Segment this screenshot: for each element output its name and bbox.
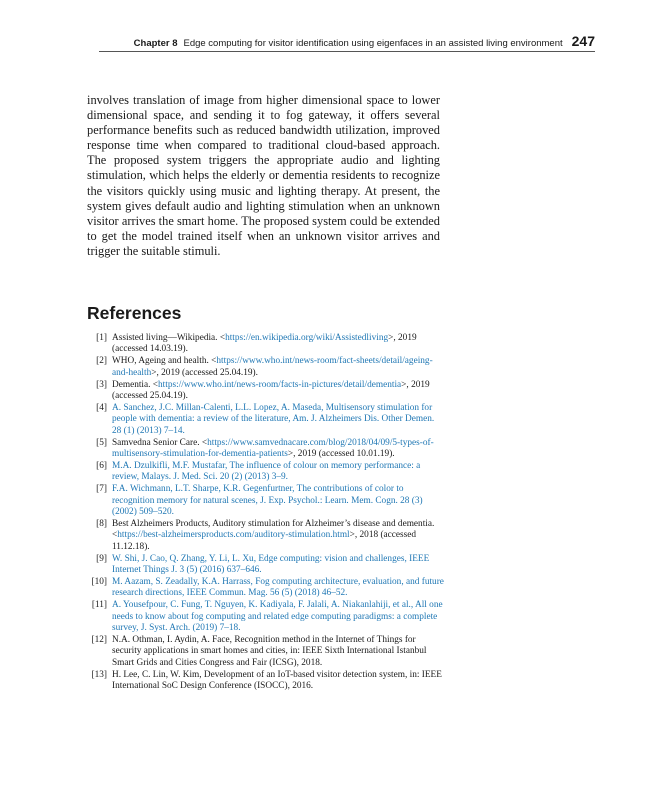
page-number: 247 xyxy=(571,33,595,49)
header-rule xyxy=(99,51,595,52)
body-paragraph: involves translation of image from higher dimensional space to lower dimensional space, and sending it to fog gateway, it offers several performance benefits such as reduced bandwidth utilization, improved response time when compared to traditional cloud-based approach. The proposed system triggers the appropriate audio and lighting stimulation, which helps the elderly or dementia residents to recognize the visitors quickly using music and lighting therapy. At present, the system gives default audio and lighting stimulation when an unknown visitor arrives the smart home. The proposed system could be extended to get the model trained itself when an unknown visitor arrives and trigger the suitable stimuli. xyxy=(87,93,440,258)
reference-pre: N.A. Othman, I. Aydin, A. Face, Recognition method in the Internet of Things for security applications in smart homes and cities, in: IEEE Sixth International Istanbul Smart Grids and Cities Congress and Fair (ICSG), 2018. xyxy=(112,635,427,668)
reference-post: >, 2019 (accessed 10.01.19). xyxy=(287,449,395,460)
reference-link[interactable]: M.A. Dzulkifli, M.F. Mustafar, The influence of colour on memory performance: a review, Malays. J. Med. Sci. 20 (2) (2013) 3–9. xyxy=(112,460,421,483)
chapter-title: Edge computing for visitor identification using eigenfaces in an assisted living environment xyxy=(183,38,563,49)
reference-link[interactable]: A. Yousefpour, C. Fung, T. Nguyen, K. Kadiyala, F. Jalali, A. Niakanlahiji, et al., All one needs to know about fog computing and related edge computing paradigms: a complete survey, J. Syst. Arch. (2019) 7–18. xyxy=(112,600,443,634)
reference-item xyxy=(87,356,445,379)
reference-item xyxy=(87,484,445,518)
references-heading: References xyxy=(87,303,182,323)
reference-number: [4] xyxy=(96,402,107,413)
reference-link[interactable]: https://en.wikipedia.org/wiki/Assistedliving xyxy=(225,333,389,343)
reference-number: [9] xyxy=(96,553,107,564)
reference-link[interactable]: W. Shi, J. Cao, Q. Zhang, Y. Li, L. Xu, Edge computing: vision and challenges, IEEE Internet Things J. 3 (5) (2016) 637–646. xyxy=(112,553,430,576)
reference-text xyxy=(112,670,445,693)
reference-post: >, 2019 (accessed 25.04.19). xyxy=(151,367,258,378)
reference-number: [7] xyxy=(96,484,107,495)
reference-text xyxy=(112,635,445,669)
reference-post: >, 2019 (accessed 14.03.19). xyxy=(112,333,417,355)
reference-text xyxy=(112,554,445,577)
reference-number: [3] xyxy=(96,379,107,390)
reference-item xyxy=(87,577,445,600)
reference-link[interactable]: F.A. Wichmann, L.T. Sharpe, K.R. Gegenfurtner, The contributions of color to recognition memory for natural scenes, J. Exp. Psychol.: Learn. Mem. Cogn. 28 (3) (2002) 509–520. xyxy=(112,484,423,518)
reference-text xyxy=(112,519,445,553)
reference-number: [2] xyxy=(96,356,107,367)
reference-number: [8] xyxy=(96,519,107,529)
reference-text xyxy=(112,484,445,518)
reference-link[interactable]: M. Aazam, S. Zeadally, K.A. Harrass, Fog computing architecture, evaluation, and future research directions, IEEE Commun. Mag. 56 (5) (2018) 46–52. xyxy=(112,577,444,599)
reference-item xyxy=(87,438,445,461)
reference-post: >, 2019 (accessed 25.04.19). xyxy=(112,379,430,402)
reference-text xyxy=(112,356,445,379)
reference-item xyxy=(87,600,445,634)
reference-number: [12] xyxy=(91,635,107,646)
reference-post: >, 2018 (accessed 11.12.18). xyxy=(112,530,417,552)
reference-item xyxy=(87,519,445,553)
reference-number: [13] xyxy=(91,669,107,680)
reference-item xyxy=(87,635,445,669)
reference-pre: Samvedna Senior Care. < xyxy=(112,437,208,448)
running-header xyxy=(101,33,595,49)
reference-text xyxy=(112,577,445,600)
reference-number: [11] xyxy=(91,600,107,611)
references-list xyxy=(87,333,445,693)
reference-pre: WHO, Ageing and health. < xyxy=(112,356,217,367)
reference-number: [6] xyxy=(96,460,107,471)
reference-link[interactable]: https://best-alzheimersproducts.com/auditory-stimulation.html xyxy=(117,530,350,541)
reference-item xyxy=(87,461,445,484)
reference-pre: Assisted living—Wikipedia. < xyxy=(112,333,226,343)
reference-text xyxy=(112,600,445,634)
reference-item xyxy=(87,380,445,403)
reference-item xyxy=(87,670,445,693)
reference-link[interactable]: https://www.who.int/news-room/fact-sheets/detail/ageing-and-health xyxy=(112,356,433,378)
reference-link[interactable]: A. Sanchez, J.C. Millan-Calenti, L.L. Lopez, A. Maseda, Multisensory stimulation for people with dementia: a review of the literature, Am. J. Alzheimers Dis. Other Demen. 28 (1) (2013) 7–14. xyxy=(112,402,435,436)
reference-number: [1] xyxy=(96,333,107,343)
reference-text xyxy=(112,380,445,403)
reference-text xyxy=(112,461,445,484)
reference-text xyxy=(112,403,445,437)
reference-pre: Best Alzheimers Products, Auditory stimulation for Alzheimer’s disease and dementia. < xyxy=(112,519,435,541)
reference-number: [10] xyxy=(91,577,107,588)
chapter-label: Chapter 8 xyxy=(133,38,178,49)
reference-link[interactable]: https://www.samvednacare.com/blog/2018/04/09/5-types-of-multisensory-stimulation-for-dementia-patients xyxy=(112,437,434,460)
reference-text xyxy=(112,333,445,356)
reference-item xyxy=(87,403,445,437)
reference-pre: H. Lee, C. Lin, W. Kim, Development of an IoT-based visitor detection system, in: IEEE International SoC Design Conference (ISOCC), 2016. xyxy=(112,669,442,692)
reference-item xyxy=(87,333,445,356)
reference-pre: Dementia. < xyxy=(112,379,159,390)
reference-link[interactable]: https://www.who.int/news-room/facts-in-pictures/detail/dementia xyxy=(158,379,402,390)
reference-text xyxy=(112,438,445,461)
reference-item xyxy=(87,554,445,577)
reference-number: [5] xyxy=(96,437,107,448)
